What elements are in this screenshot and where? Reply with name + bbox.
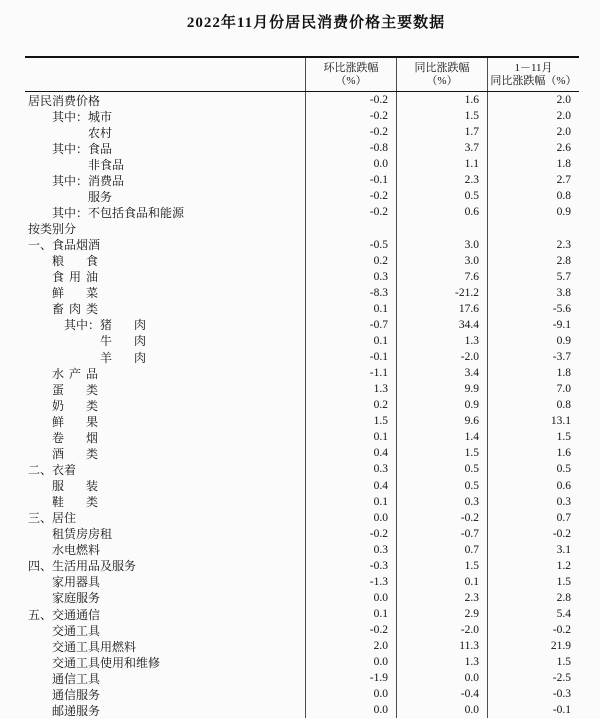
row-label: 食品: [88, 141, 113, 156]
value-cell: -0.7: [305, 317, 396, 333]
value-cell: 2.8: [487, 253, 579, 269]
table-row: [25, 92, 579, 108]
value-cell: 2.3: [396, 590, 487, 606]
row-indent: 其中：: [28, 141, 89, 156]
value-cell: 2.0: [487, 124, 579, 140]
table-row: [25, 478, 579, 494]
value-cell: 3.0: [396, 237, 487, 253]
value-cell: 1.5: [305, 413, 396, 429]
row-label-cell: [25, 542, 305, 558]
value-cell: 2.6: [487, 140, 579, 156]
value-cell: 1.3: [305, 381, 396, 397]
row-label-cell: [25, 108, 305, 124]
table-body: [25, 92, 579, 718]
value-cell: -0.2: [305, 108, 396, 124]
value-cell: -8.3: [305, 285, 396, 301]
row-label: 农村: [88, 125, 113, 140]
header-col-mom-line1: 环比涨跌幅: [323, 61, 379, 74]
table-row: [25, 622, 579, 638]
header-col-yoy: [396, 58, 487, 91]
row-label: 三、居住: [28, 511, 77, 526]
value-cell: 0.0: [396, 702, 487, 718]
value-cell: 0.9: [487, 204, 579, 220]
row-label-cell: [25, 670, 305, 686]
header-col-mom-line2: （%）: [335, 74, 367, 87]
table-row: [25, 638, 579, 654]
value-cell: 0.3: [305, 269, 396, 285]
row-label: 交通工具使用和维修: [52, 655, 161, 670]
value-cell: -0.5: [305, 237, 396, 253]
table-row: [25, 108, 579, 124]
row-label-cell: [25, 204, 305, 220]
row-label: 羊肉: [100, 350, 147, 365]
row-label: 鞋类: [52, 495, 99, 510]
value-cell: 1.8: [487, 156, 579, 172]
row-label-cell: [25, 92, 305, 108]
header-col-yoy-line1: 同比涨跌幅: [414, 61, 470, 74]
value-cell: 2.3: [487, 237, 579, 253]
table-row: [25, 558, 579, 574]
table-row: [25, 494, 579, 510]
row-indent: [28, 478, 52, 494]
table-row: [25, 381, 579, 397]
value-cell: 0.7: [396, 542, 487, 558]
row-label: 家庭服务: [52, 591, 101, 606]
value-cell: 0.0: [396, 670, 487, 686]
row-indent: [28, 365, 52, 381]
value-cell: 0.6: [487, 478, 579, 494]
value-cell: 7.0: [487, 381, 579, 397]
row-indent: [28, 526, 52, 542]
table-row: [25, 365, 579, 381]
value-cell: -0.1: [487, 702, 579, 718]
row-label: 猪肉: [100, 318, 147, 333]
value-cell: -0.2: [305, 526, 396, 542]
value-cell: -0.1: [305, 172, 396, 188]
row-label: 鲜菜: [52, 286, 99, 301]
row-label: 通信工具: [52, 671, 101, 686]
row-label: 牛肉: [100, 334, 147, 349]
value-cell: 1.5: [487, 654, 579, 670]
cpi-table: [25, 56, 579, 718]
row-label-cell: [25, 574, 305, 590]
value-cell: 0.2: [305, 253, 396, 269]
value-cell: 0.1: [305, 333, 396, 349]
value-cell: -0.2: [305, 92, 396, 108]
row-indent: 其中：: [28, 205, 89, 220]
row-indent: [28, 654, 52, 670]
row-indent: 其中：: [28, 109, 89, 124]
value-cell: -2.0: [396, 622, 487, 638]
table-row: [25, 317, 579, 333]
value-cell: 0.7: [487, 510, 579, 526]
value-cell: 0.6: [396, 204, 487, 220]
value-cell: 0.1: [396, 574, 487, 590]
table-row: [25, 397, 579, 413]
value-cell: [396, 221, 487, 237]
row-label-cell: [25, 638, 305, 654]
table-row: [25, 188, 579, 204]
value-cell: -1.1: [305, 365, 396, 381]
row-indent: [28, 349, 100, 365]
value-cell: -3.7: [487, 349, 579, 365]
row-label: 消费品: [88, 173, 125, 188]
value-cell: 0.3: [396, 494, 487, 510]
row-indent: [28, 542, 52, 558]
table-row: [25, 156, 579, 172]
row-label: 服务: [88, 189, 113, 204]
row-label: 卷烟: [52, 430, 99, 445]
row-label-cell: [25, 365, 305, 381]
value-cell: 9.9: [396, 381, 487, 397]
value-cell: 2.0: [305, 638, 396, 654]
value-cell: 0.2: [305, 397, 396, 413]
row-label-cell: [25, 686, 305, 702]
value-cell: 13.1: [487, 413, 579, 429]
table-row: [25, 140, 579, 156]
row-indent: [28, 333, 100, 349]
row-label: 非食品: [88, 157, 125, 172]
value-cell: [305, 221, 396, 237]
header-col-yoy-line2: （%）: [426, 74, 458, 87]
value-cell: 3.7: [396, 140, 487, 156]
value-cell: 17.6: [396, 301, 487, 317]
value-cell: 1.5: [487, 574, 579, 590]
value-cell: 0.0: [305, 686, 396, 702]
row-indent: [28, 670, 52, 686]
row-label-cell: [25, 397, 305, 413]
row-label: 五、交通通信: [28, 607, 101, 622]
row-label-cell: [25, 510, 305, 526]
table-row: [25, 670, 579, 686]
value-cell: 0.5: [396, 188, 487, 204]
row-label: 邮递服务: [52, 703, 101, 718]
value-cell: 1.5: [396, 108, 487, 124]
row-indent: [28, 397, 52, 413]
value-cell: 1.8: [487, 365, 579, 381]
table-row: [25, 606, 579, 622]
row-label-cell: [25, 188, 305, 204]
value-cell: 2.0: [487, 108, 579, 124]
row-indent: [28, 413, 52, 429]
table-row: [25, 413, 579, 429]
value-cell: 11.3: [396, 638, 487, 654]
table-row: [25, 702, 579, 718]
value-cell: 0.0: [305, 156, 396, 172]
value-cell: -0.2: [305, 622, 396, 638]
row-label: 四、生活用品及服务: [28, 559, 137, 574]
page-title: 2022年11月份居民消费价格主要数据: [186, 15, 446, 31]
table-row: [25, 542, 579, 558]
table-row: [25, 269, 579, 285]
row-label-cell: [25, 654, 305, 670]
value-cell: 1.5: [396, 445, 487, 461]
value-cell: 0.3: [305, 461, 396, 477]
value-cell: -0.2: [396, 510, 487, 526]
value-cell: -5.6: [487, 301, 579, 317]
row-label-cell: [25, 413, 305, 429]
table-row: [25, 333, 579, 349]
table-row: [25, 124, 579, 140]
value-cell: -0.3: [487, 686, 579, 702]
value-cell: -1.3: [305, 574, 396, 590]
row-label: 城市: [88, 109, 113, 124]
row-indent: [28, 574, 52, 590]
value-cell: [487, 221, 579, 237]
value-cell: 0.8: [487, 188, 579, 204]
row-label: 居民消费价格: [28, 93, 101, 108]
row-indent: 其中：: [28, 318, 101, 333]
value-cell: -0.2: [305, 188, 396, 204]
row-label: 租赁房房租: [52, 527, 113, 542]
table-row: [25, 285, 579, 301]
row-label: 奶类: [52, 398, 99, 413]
row-label: 服装: [52, 479, 99, 494]
value-cell: 1.4: [396, 429, 487, 445]
row-label-cell: [25, 590, 305, 606]
row-label-cell: [25, 606, 305, 622]
row-label-cell: [25, 124, 305, 140]
value-cell: -2.0: [396, 349, 487, 365]
row-label-cell: [25, 140, 305, 156]
value-cell: -1.9: [305, 670, 396, 686]
row-label: 按类别分: [28, 222, 77, 237]
value-cell: 3.1: [487, 542, 579, 558]
table-row: [25, 301, 579, 317]
value-cell: 0.0: [305, 590, 396, 606]
value-cell: 0.9: [396, 397, 487, 413]
row-label-cell: [25, 478, 305, 494]
row-indent: [28, 445, 52, 461]
row-label: 一、食品烟酒: [28, 238, 101, 253]
row-indent: [28, 429, 52, 445]
value-cell: 1.3: [396, 654, 487, 670]
row-label-cell: [25, 349, 305, 365]
row-label-cell: [25, 333, 305, 349]
row-indent: [28, 494, 52, 510]
value-cell: 0.0: [305, 702, 396, 718]
row-indent: [28, 124, 88, 140]
table-row: [25, 654, 579, 670]
row-label-cell: [25, 253, 305, 269]
row-indent: [28, 188, 88, 204]
value-cell: 0.4: [305, 445, 396, 461]
value-cell: 0.1: [305, 301, 396, 317]
row-label-cell: [25, 156, 305, 172]
row-label: 畜肉类: [52, 302, 99, 317]
value-cell: 2.9: [396, 606, 487, 622]
value-cell: 7.6: [396, 269, 487, 285]
row-indent: [28, 702, 52, 718]
value-cell: -0.2: [305, 204, 396, 220]
value-cell: 0.5: [396, 478, 487, 494]
row-label: 水电燃料: [52, 543, 101, 558]
value-cell: -0.4: [396, 686, 487, 702]
value-cell: -9.1: [487, 317, 579, 333]
row-label: 酒类: [52, 446, 99, 461]
row-label-cell: [25, 221, 305, 237]
value-cell: 5.4: [487, 606, 579, 622]
row-label: 家用器具: [52, 575, 101, 590]
row-label-cell: [25, 317, 305, 333]
header-col-ytd-line1: 1－11月: [514, 61, 553, 74]
header-col-ytd: [487, 58, 579, 91]
table-header-row: [25, 58, 579, 92]
table-row: [25, 686, 579, 702]
value-cell: 0.5: [396, 461, 487, 477]
row-indent: [28, 285, 52, 301]
table-row: [25, 445, 579, 461]
row-label-cell: [25, 381, 305, 397]
row-indent: [28, 622, 52, 638]
value-cell: 3.0: [396, 253, 487, 269]
row-label: 二、衣着: [28, 462, 77, 477]
header-col-mom: [305, 58, 396, 91]
value-cell: 0.9: [487, 333, 579, 349]
row-label-cell: [25, 172, 305, 188]
value-cell: 1.6: [487, 445, 579, 461]
table-row: [25, 526, 579, 542]
table-row: [25, 510, 579, 526]
value-cell: 1.5: [487, 429, 579, 445]
value-cell: 0.1: [305, 494, 396, 510]
table-row: [25, 590, 579, 606]
value-cell: 21.9: [487, 638, 579, 654]
value-cell: 3.4: [396, 365, 487, 381]
table-row: [25, 204, 579, 220]
row-label-cell: [25, 301, 305, 317]
value-cell: 0.0: [305, 654, 396, 670]
header-stub-cell: [25, 58, 305, 91]
value-cell: 2.8: [487, 590, 579, 606]
value-cell: 3.8: [487, 285, 579, 301]
value-cell: 2.7: [487, 172, 579, 188]
row-label: 蛋类: [52, 382, 99, 397]
value-cell: 0.3: [487, 494, 579, 510]
row-label-cell: [25, 429, 305, 445]
value-cell: 9.6: [396, 413, 487, 429]
table-row: [25, 253, 579, 269]
value-cell: 5.7: [487, 269, 579, 285]
row-label-cell: [25, 622, 305, 638]
table-row: [25, 221, 579, 237]
table-row: [25, 237, 579, 253]
row-label: 交通工具用燃料: [52, 639, 137, 654]
value-cell: 1.5: [396, 558, 487, 574]
row-label-cell: [25, 285, 305, 301]
row-indent: [28, 381, 52, 397]
value-cell: -2.5: [487, 670, 579, 686]
value-cell: 0.5: [487, 461, 579, 477]
value-cell: -0.1: [305, 349, 396, 365]
table-row: [25, 349, 579, 365]
value-cell: 1.2: [487, 558, 579, 574]
row-label: 不包括食品和能源: [88, 205, 185, 220]
value-cell: -0.3: [305, 558, 396, 574]
row-label: 水产品: [52, 366, 99, 381]
row-indent: [28, 301, 52, 317]
row-label-cell: [25, 494, 305, 510]
row-label: 通信服务: [52, 687, 101, 702]
row-indent: [28, 269, 52, 285]
table-row: [25, 574, 579, 590]
row-indent: [28, 638, 52, 654]
row-label-cell: [25, 461, 305, 477]
row-label: 鲜果: [52, 414, 99, 429]
value-cell: 2.0: [487, 92, 579, 108]
table-row: [25, 429, 579, 445]
value-cell: 0.1: [305, 429, 396, 445]
value-cell: -0.2: [305, 124, 396, 140]
value-cell: 2.3: [396, 172, 487, 188]
row-indent: [28, 590, 52, 606]
table-row: [25, 172, 579, 188]
row-label: 交通工具: [52, 623, 101, 638]
value-cell: 0.8: [487, 397, 579, 413]
row-indent: [28, 686, 52, 702]
value-cell: -0.2: [487, 526, 579, 542]
row-label: 粮食: [52, 254, 99, 269]
row-label-cell: [25, 526, 305, 542]
value-cell: 0.1: [305, 606, 396, 622]
row-label-cell: [25, 558, 305, 574]
value-cell: 1.1: [396, 156, 487, 172]
value-cell: 0.0: [305, 510, 396, 526]
row-indent: [28, 253, 52, 269]
row-indent: [28, 156, 88, 172]
row-label-cell: [25, 445, 305, 461]
value-cell: 1.3: [396, 333, 487, 349]
value-cell: 1.6: [396, 92, 487, 108]
value-cell: 1.7: [396, 124, 487, 140]
table-row: [25, 461, 579, 477]
row-label-cell: [25, 237, 305, 253]
value-cell: -0.8: [305, 140, 396, 156]
row-label: 食用油: [52, 270, 99, 285]
row-label-cell: [25, 269, 305, 285]
value-cell: -0.2: [487, 622, 579, 638]
row-indent: 其中：: [28, 173, 89, 188]
value-cell: -0.7: [396, 526, 487, 542]
value-cell: -21.2: [396, 285, 487, 301]
value-cell: 34.4: [396, 317, 487, 333]
value-cell: 0.3: [305, 542, 396, 558]
header-col-ytd-line2: 同比涨跌幅（%）: [490, 74, 577, 87]
row-label-cell: [25, 702, 305, 718]
value-cell: 0.4: [305, 478, 396, 494]
